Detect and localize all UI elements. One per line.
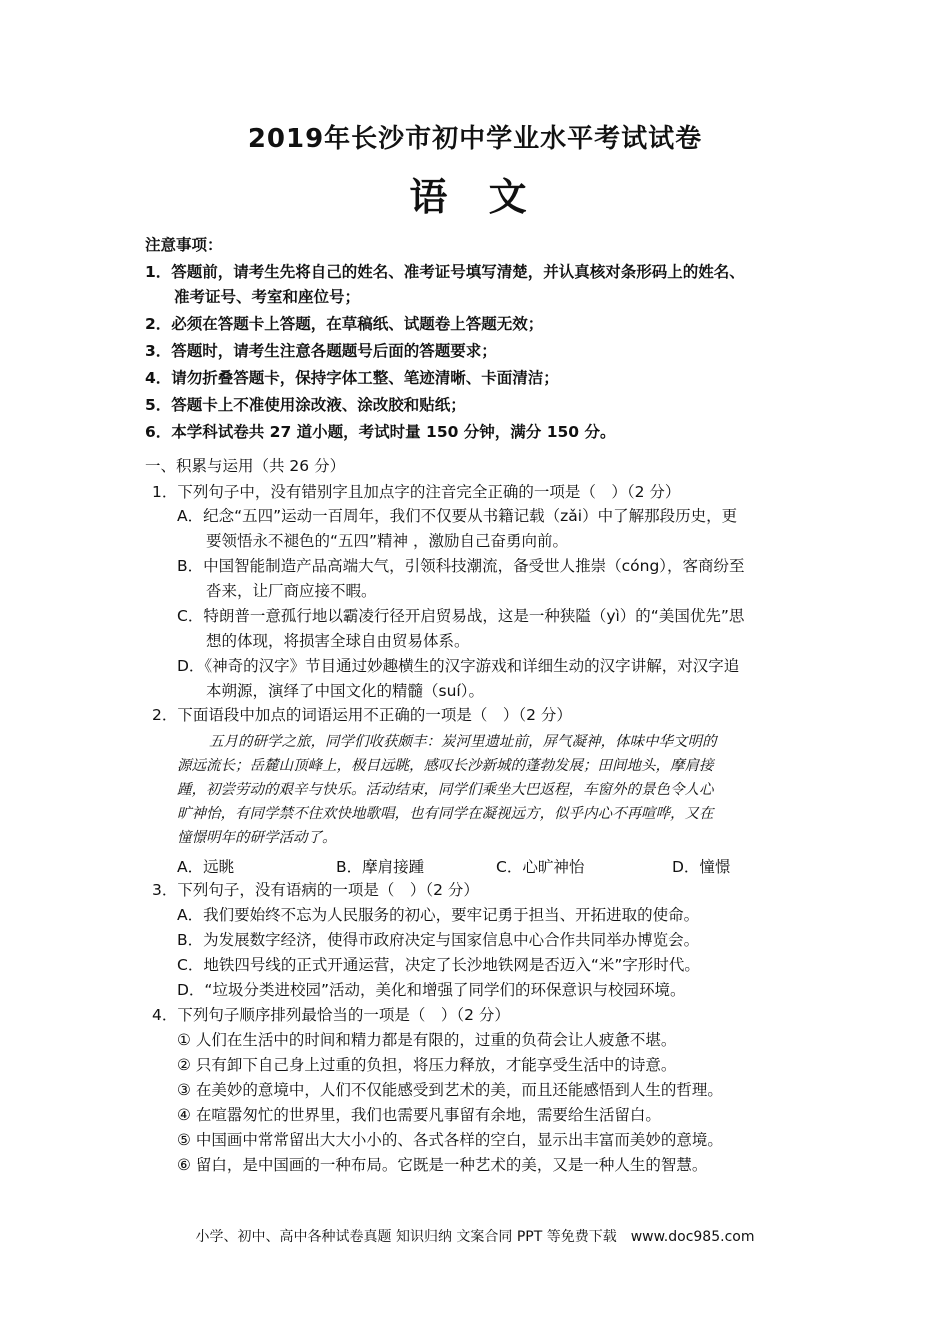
question-2-stem: 2．下面语段中加点的词语运用不正确的一项是（ ）（2 分） [152, 706, 572, 724]
question-1-line: D．《神奇的汉字》节目通过妙趣横生的汉字游戏和详细生动的汉字讲解，对汉字追 [177, 657, 740, 675]
question-2-passage-line: 旷神怡，有同学禁不住欢快地歌唱，也有同学在凝视远方，似乎内心不再喧哗，又在 [177, 806, 714, 822]
question-3-line: B．为发展数字经济，使得市政府决定与国家信息中心合作共同举办博览会。 [177, 931, 700, 949]
notice-item: 4．请勿折叠答题卡，保持字体工整、笔迹清晰、卡面清洁； [145, 369, 559, 387]
question-1-line: 本朔源，演绎了中国文化的精髓（suí）。 [206, 682, 484, 700]
question-1-line: A．纪念“五四”运动一百周年，我们不仅要从书籍记载（zǎi）中了解那段历史，更 [177, 507, 738, 525]
notice-item: 5．答题卡上不准使用涂改液、涂改胶和贴纸； [145, 396, 466, 414]
question-4-line: ① 人们在生活中的时间和精力都是有限的，过重的负荷会让人疲惫不堪。 [177, 1031, 677, 1049]
question-2-option-a: A．远眺 [177, 858, 235, 876]
question-2-option-d: D．憧憬 [672, 858, 731, 876]
exam-title: 2019年长沙市初中学业水平考试试卷 [247, 124, 703, 154]
question-4-line: ② 只有卸下自己身上过重的负担，将压力释放，才能享受生活中的诗意。 [177, 1056, 677, 1074]
notice-item: 3．答题时，请考生注意各题题号后面的答题要求； [145, 342, 497, 360]
subject-title: 语 文 [409, 175, 541, 219]
question-1-line: 想的体现，将损害全球自由贸易体系。 [206, 632, 470, 650]
section-heading: 一、积累与运用（共 26 分） [145, 457, 346, 475]
notice-item: 2．必须在答题卡上答题，在草稿纸、试题卷上答题无效； [145, 315, 544, 333]
question-3-line: A．我们要始终不忘为人民服务的初心，要牢记勇于担当、开拓进取的使命。 [177, 906, 700, 924]
question-4-line: ④ 在喧嚣匆忙的世界里，我们也需要凡事留有余地，需要给生活留白。 [177, 1106, 661, 1124]
question-3-line: D．“垃圾分类进校园”活动，美化和增强了同学们的环保意识与校园环境。 [177, 981, 686, 999]
notice-heading: 注意事项： [145, 236, 223, 254]
question-3-line: C．地铁四号线的正式开通运营，决定了长沙地铁网是否迈入“米”字形时代。 [177, 956, 700, 974]
question-1-stem: 1．下列句子中，没有错别字且加点字的注音完全正确的一项是（ ）（2 分） [152, 483, 681, 501]
question-1-line: 要领悟永不褪色的“五四”精神 ，激励自己奋勇向前。 [206, 532, 568, 550]
question-1-line: C．特朗普一意孤行地以霸凌行径开启贸易战，这是一种狭隘（yì）的“美国优先”思 [177, 607, 745, 625]
notice-item: 6．本学科试卷共 27 道小题，考试时量 150 分钟，满分 150 分。 [145, 423, 616, 441]
question-4-line: ⑤ 中国画中常常留出大大小小的、各式各样的空白，显示出丰富而美妙的意境。 [177, 1131, 723, 1149]
question-2-passage-line: 源远流长；岳麓山顶峰上，极目远眺，感叹长沙新城的蓬勃发展；田间地头，摩肩接 [177, 758, 714, 774]
question-4-stem: 4．下列句子顺序排列最恰当的一项是（ ）（2 分） [152, 1006, 510, 1024]
question-1-line: B．中国智能制造产品高端大气，引领科技潮流，备受世人推崇（cóng），客商纷至 [177, 557, 745, 575]
question-2-passage-line: 踵，初尝劳动的艰辛与快乐。活动结束，同学们乘坐大巴返程，车窗外的景色令人心 [177, 782, 714, 798]
question-2-option-b: B．摩肩接踵 [336, 858, 425, 876]
question-4-line: ③ 在美妙的意境中，人们不仅能感受到艺术的美，而且还能感悟到人生的哲理。 [177, 1081, 723, 1099]
question-3-stem: 3．下列句子，没有语病的一项是（ ）（2 分） [152, 881, 479, 899]
notice-item: 准考证号、考室和座位号； [174, 288, 361, 306]
notice-item: 1．答题前，请考生先将自己的姓名、准考证号填写清楚，并认真核对条形码上的姓名、 [145, 263, 745, 281]
question-1-line: 沓来，让厂商应接不暇。 [206, 582, 377, 600]
question-4-line: ⑥ 留白，是中国画的一种布局。它既是一种艺术的美，又是一种人生的智慧。 [177, 1156, 708, 1174]
question-2-passage-line: 憧憬明年的研学活动了。 [177, 830, 337, 846]
question-2-option-c: C．心旷神怡 [496, 858, 585, 876]
question-2-passage-line: 五月的研学之旅，同学们收获颇丰：炭河里遗址前，屏气凝神，体味中华文明的 [209, 734, 717, 750]
footer-text: 小学、初中、高中各种试卷真题 知识归纳 文案合同 PPT 等免费下载 www.doc985.com [195, 1229, 755, 1245]
